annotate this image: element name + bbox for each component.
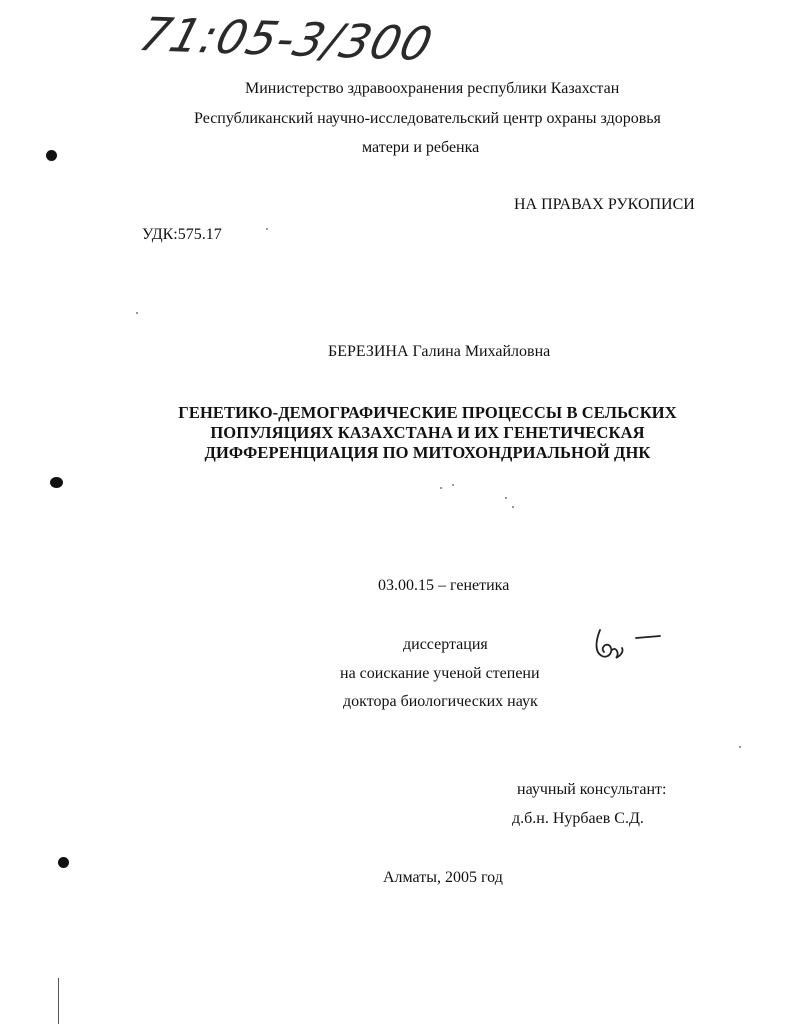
author-name: БЕРЕЗИНА Галина Михайловна [328, 343, 551, 360]
specialty-code: 03.00.15 – генетика [378, 577, 510, 594]
ministry-line: Министерство здравоохранения республики Казахстан [245, 80, 620, 97]
scan-speck [136, 312, 138, 314]
degree-line-3: доктора биологических наук [343, 693, 538, 710]
margin-line [58, 978, 59, 1024]
punch-hole-mark [58, 857, 69, 868]
title-line: ДИФФЕРЕНЦИАЦИЯ ПО МИТОХОНДРИАЛЬНОЙ ДНК [204, 443, 651, 462]
title-line: ГЕНЕТИКО-ДЕМОГРАФИЧЕСКИЕ ПРОЦЕССЫ В СЕЛЬСКИХ [178, 403, 677, 422]
scan-speck [512, 506, 514, 508]
scan-speck [440, 487, 442, 489]
signature-mark [590, 622, 670, 666]
institute-line-continued: матери и ребенка [362, 139, 480, 156]
punch-hole-mark [46, 150, 57, 161]
dissertation-title [0, 403, 799, 463]
institute-line: Республиканский научно-исследовательский центр охраны здоровья [194, 110, 661, 127]
manuscript-rights: НА ПРАВАХ РУКОПИСИ [514, 196, 695, 213]
udc-code: УДК:575.17 [142, 226, 222, 243]
city-year: Алматы, 2005 год [383, 869, 503, 886]
scan-speck [452, 484, 454, 486]
degree-line-2: на соискание ученой степени [340, 665, 540, 682]
scan-speck [266, 228, 268, 230]
scan-speck [739, 746, 741, 748]
title-line: ПОПУЛЯЦИЯХ КАЗАХСТАНА И ИХ ГЕНЕТИЧЕСКАЯ [210, 423, 645, 442]
consultant-label: научный консультант: [517, 781, 667, 798]
consultant-name: д.б.н. Нурбаев С.Д. [512, 810, 644, 827]
archive-number-handwritten: 71:05-3/300 [133, 6, 440, 72]
punch-hole-mark [50, 477, 63, 488]
degree-line-1: диссертация [403, 636, 488, 653]
scan-speck [505, 497, 507, 499]
